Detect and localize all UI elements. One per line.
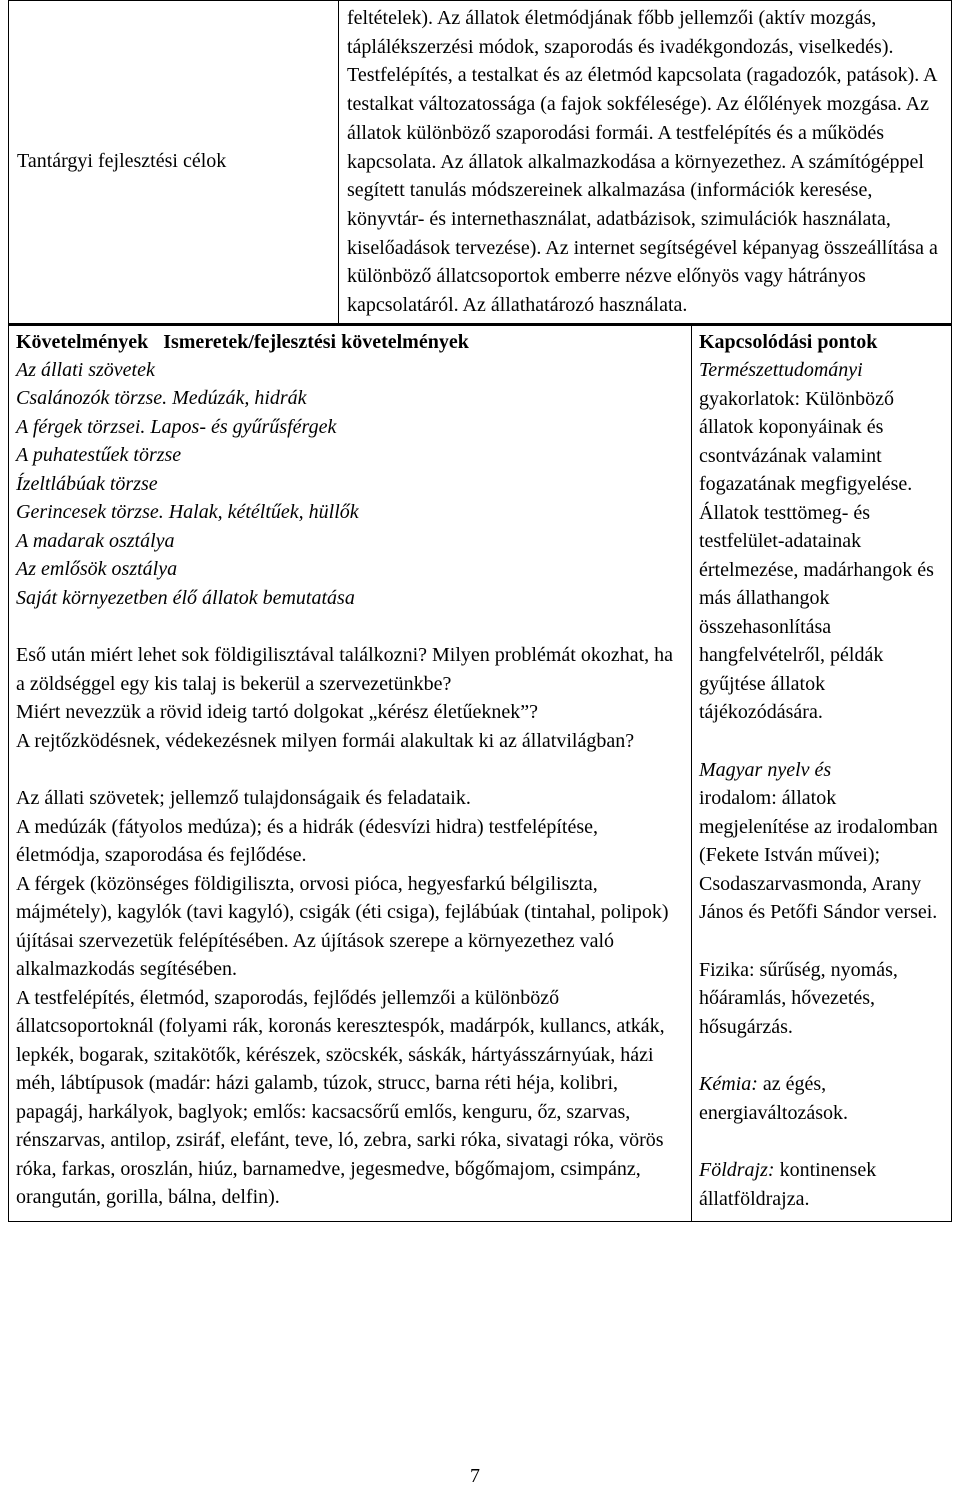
goals-text-cell: [339, 1, 952, 325]
goals-label-cell: [9, 1, 339, 325]
science-subject: Természettudományi: [699, 359, 863, 382]
content-list: [16, 784, 685, 1212]
topic-item: Az állati szövetek: [16, 358, 155, 381]
literature-text: irodalom: állatok megjelenítése az irodalomban (Fekete István művei); Csodaszarvasmonda, Arany János és Petőfi Sándor versei.: [699, 787, 938, 924]
goals-label: Tantárgyi fejlesztési célok: [17, 150, 227, 173]
content-item: A medúzák (fátyolos medúza); és a hidrák (édesvízi hidra) testfelépítése, életmódja, szaporodása és fejlődése.: [16, 815, 598, 867]
content-item: Az állati szövetek; jellemző tulajdonságaik és feladataik.: [16, 787, 471, 810]
topic-item: Csalánozók törzse. Medúzák, hidrák: [16, 387, 307, 410]
header-requirements: Követelmények: [16, 330, 149, 353]
connection-literature: [699, 756, 945, 927]
physics-text: : sűrűség, nyomás, hőáramlás, hővezetés, hősugárzás.: [699, 958, 898, 1038]
chemistry-text: az égés, energiaváltozások.: [699, 1073, 849, 1124]
topic-item: Saját környezetben élő állatok bemutatása: [16, 586, 355, 609]
physics-subject: Fizika: [699, 958, 749, 981]
topic-item: A madarak osztálya: [16, 529, 175, 552]
science-text: gyakorlatok: Különböző állatok koponyáinak és csontvázának valamint fogazatának megfigyelése. Állatok testtömeg- és testfelület-adatainak értelmezése, madárhangok és más állathangok összehasonlítása hangfelvételről, példák gyűjtése állatok tájékozódására.: [699, 387, 934, 724]
page-number: 7: [470, 1465, 480, 1487]
goals-text: feltételek). Az állatok életmódjának főbb jellemzői (aktív mozgás, táplálékszerzési módok, szaporodás és ivadékgondozás, viselkedés). Testfelépítés, a testalkat és az életmód kapcsolata (ragadozók, patások). A testalkat változatossága (a fajok sokfélesége). Az élőlények mozgása. Az állatok különböző szaporodási formái. A testfelépítés és a működés kapcsolata. Az állatok alkalmazkodása a környezethez. A számítógéppel segített tanulás módszereinek alkalmazása (információk keresése, könyvtár- és internethasználat, adatbázisok, szimulációk használata, kiselőadások tervezése). Az internet segítségével képanyag összeállítása a különböző állatcsoportok emberre nézve előnyös vagy hátrányos kapcsolatáról. Az állathatározó használata.: [347, 7, 938, 317]
connections-header: Kapcsolódási pontok: [699, 330, 878, 353]
literature-subject: Magyar nyelv és: [699, 758, 832, 781]
topic-list: [16, 356, 685, 613]
connections-cell: [692, 324, 952, 1222]
geography-subject: Földrajz:: [699, 1159, 775, 1182]
goals-row: [9, 1, 952, 325]
topic-item: Gerincesek törzse. Halak, kétéltűek, hüllők: [16, 501, 359, 524]
connection-physics: [699, 956, 945, 1042]
question-item: Eső után miért lehet sok földigilisztával találkozni? Milyen problémát okozhat, ha a zöldséggel egy kis talaj is bekerül a szervezetünkbe?: [16, 644, 674, 695]
content-item: A férgek (közönséges földigiliszta, orvosi pióca, hegyesfarkú bélgiliszta, májmétely), kagylók (tavi kagyló), csigák (éti csiga), fejlábúak (tintahal, polipok) újításai szervezetük felépítésében. Az újítások szerepe a környezethez való alkalmazkodás segítésében.: [16, 872, 669, 981]
topic-item: A férgek törzsei. Lapos- és gyűrűsférgek: [16, 415, 337, 438]
connection-geography: [699, 1156, 945, 1213]
connection-chemistry: [699, 1070, 945, 1127]
question-item: A rejtőzködésnek, védekezésnek milyen formái alakultak ki az állatvilágban?: [16, 729, 635, 752]
header-knowledge: Ismeretek/fejlesztési követelmények: [163, 330, 469, 353]
question-list: [16, 641, 685, 755]
topic-item: Ízeltlábúak törzse: [16, 472, 158, 495]
topic-item: A puhatestűek törzse: [16, 444, 182, 467]
requirements-row: [9, 324, 952, 1222]
curriculum-table: [8, 0, 952, 1222]
geography-text: kontinensek állatföldrajza.: [699, 1159, 877, 1210]
content-item: A testfelépítés, életmód, szaporodás, fejlődés jellemzői a különböző állatcsoportoknál (folyami rák, koronás keresztespók, madárpók, kullancs, atkák, lepkék, bogarak, szitakötők, kérészek, szöcskék, sáskák, hártyásszárnyúak, házi méh, lábtípusok (madár: házi galamb, túzok, strucc, barna réti héja, kolibri, papagáj, harkályok, baglyok; emlős: kacsacsőrű emlős, kenguru, őz, szarvas, rénszarvas, antilop, zsiráf, elefánt, teve, ló, zebra, sarki róka, sivatagi róka, vörös róka, farkas, oroszlán, hiúz, barnamedve, jegesmedve, bőgőmajom, csimpánz, orangután, gorilla, bálna, delfin).: [16, 986, 665, 1209]
topic-item: Az emlősök osztálya: [16, 558, 178, 581]
chemistry-subject: Kémia:: [699, 1073, 758, 1096]
connection-science: [699, 356, 945, 727]
requirements-cell: [9, 324, 692, 1222]
question-item: Miért nevezzük a rövid ideig tartó dolgokat „kérész életűeknek”?: [16, 701, 538, 724]
requirements-header: [16, 326, 685, 356]
